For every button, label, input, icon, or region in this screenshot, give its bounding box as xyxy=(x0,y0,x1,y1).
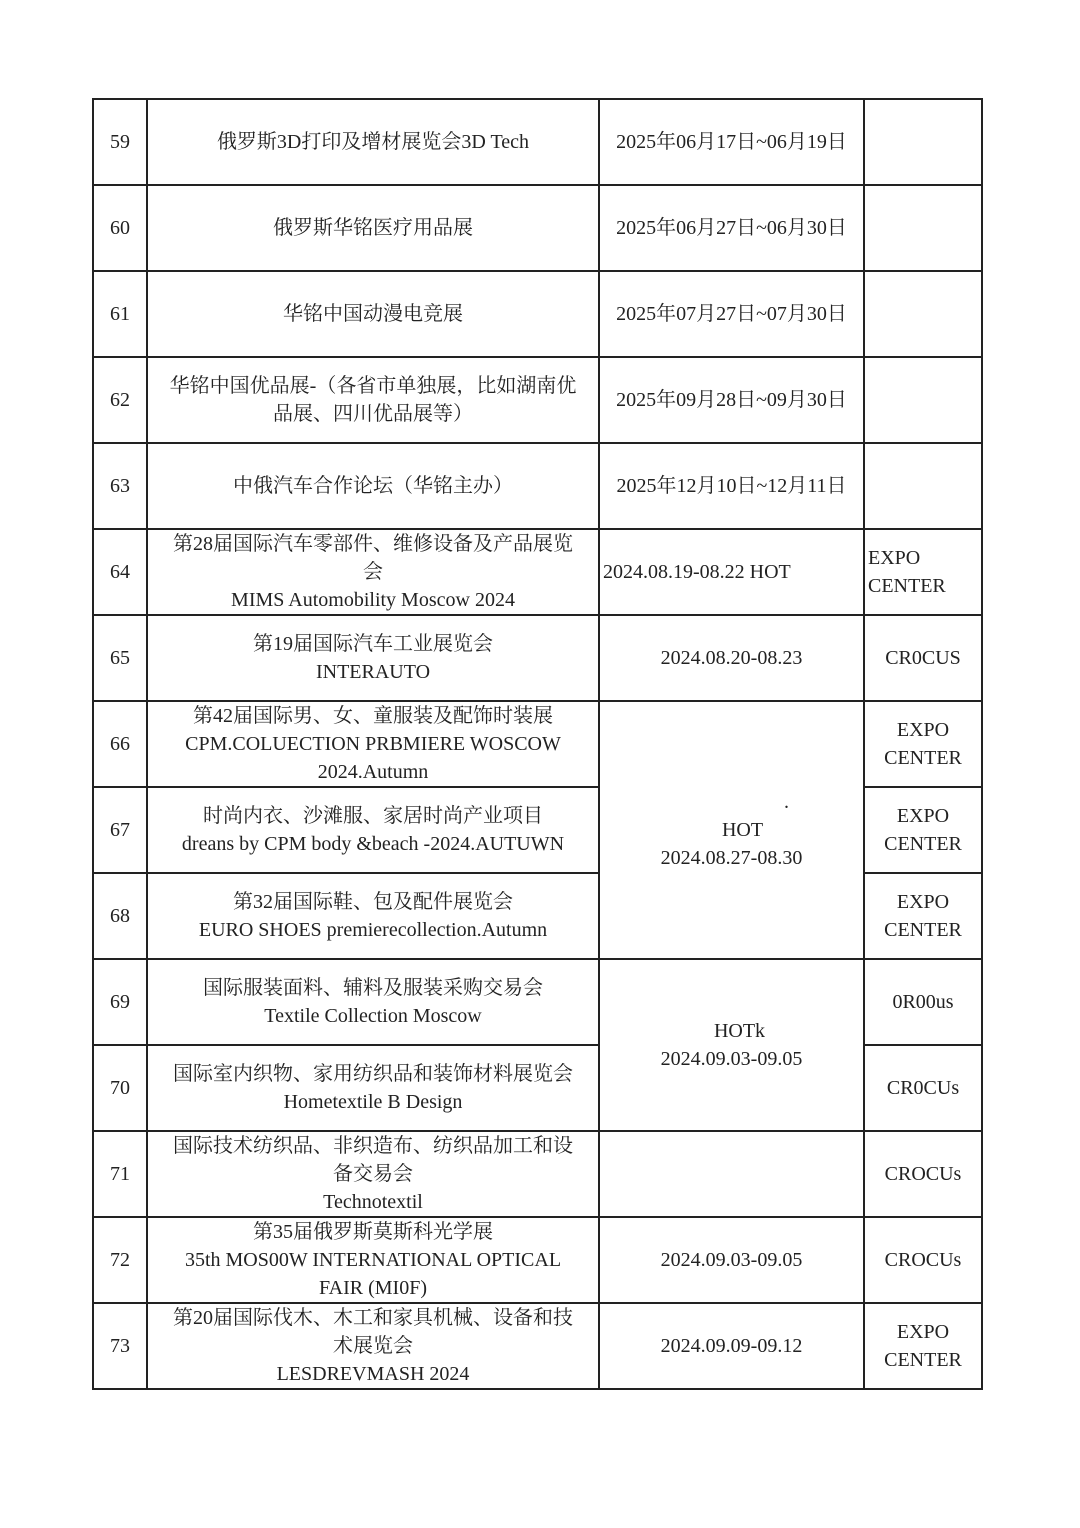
exhibition-name: 第20届国际伐木、木工和家具机械、设备和技 术展览会 LESDREVMASH 2024 xyxy=(147,1303,599,1389)
exhibition-name: 第42届国际男、女、童服装及配饰时装展 CPM.COLUECTION PRBMIERE WOSCOW 2024.Autumn xyxy=(147,701,599,787)
exhibition-venue xyxy=(864,271,982,357)
table-row xyxy=(93,99,982,185)
row-number: 70 xyxy=(93,1045,147,1131)
table-row xyxy=(93,443,982,529)
exhibition-venue: CR0CUs xyxy=(864,1045,982,1131)
exhibition-venue: EXPO CENTER xyxy=(864,787,982,873)
exhibition-name: 华铭中国动漫电竞展 xyxy=(147,271,599,357)
exhibition-date: 2025年07月27日~07月30日 xyxy=(599,271,864,357)
exhibition-name: 俄罗斯3D打印及增材展览会3D Tech xyxy=(147,99,599,185)
row-number: 64 xyxy=(93,529,147,615)
table-row xyxy=(93,1303,982,1389)
exhibition-venue xyxy=(864,99,982,185)
table-row xyxy=(93,529,982,615)
exhibition-venue xyxy=(864,443,982,529)
table-row xyxy=(93,615,982,701)
exhibition-venue: CROCUs xyxy=(864,1217,982,1303)
exhibition-name: 第28届国际汽车零部件、维修设备及产品展览 会 MIMS Automobility Moscow 2024 xyxy=(147,529,599,615)
exhibition-date: 2025年06月17日~06月19日 xyxy=(599,99,864,185)
row-number: 66 xyxy=(93,701,147,787)
exhibition-venue: EXPO CENTER xyxy=(864,701,982,787)
row-number: 69 xyxy=(93,959,147,1045)
exhibition-name: 国际服装面料、辅料及服装采购交易会 Textile Collection Moscow xyxy=(147,959,599,1045)
table-row xyxy=(93,185,982,271)
exhibition-table xyxy=(92,98,983,1390)
row-number: 68 xyxy=(93,873,147,959)
exhibition-venue: CR0CUS xyxy=(864,615,982,701)
exhibition-name: 华铭中国优品展-（各省市单独展，比如湖南优 品展、四川优品展等） xyxy=(147,357,599,443)
exhibition-name: 国际技术纺织品、非织造布、纺织品加工和设 备交易会 Technotextil xyxy=(147,1131,599,1217)
row-number: 73 xyxy=(93,1303,147,1389)
exhibition-venue: EXPO CENTER xyxy=(864,873,982,959)
exhibition-venue xyxy=(864,357,982,443)
exhibition-name: 第32届国际鞋、包及配件展览会 EURO SHOES premierecollection.Autumn xyxy=(147,873,599,959)
exhibition-venue: EXPO CENTER xyxy=(864,529,982,615)
row-number: 67 xyxy=(93,787,147,873)
table-row xyxy=(93,1131,982,1217)
exhibition-date: 2025年12月10日~12月11日 xyxy=(599,443,864,529)
row-number: 71 xyxy=(93,1131,147,1217)
row-number: 65 xyxy=(93,615,147,701)
exhibition-name: 中俄汽车合作论坛（华铭主办） xyxy=(147,443,599,529)
exhibition-date: . HOT 2024.08.27-08.30 xyxy=(599,701,864,959)
exhibition-date: 2024.09.03-09.05 xyxy=(599,1217,864,1303)
row-number: 59 xyxy=(93,99,147,185)
exhibition-name: 国际室内织物、家用纺织品和装饰材料展览会 Hometextile B Design xyxy=(147,1045,599,1131)
exhibition-name: 第35届俄罗斯莫斯科光学展 35th MOS00W INTERNATIONAL OPTICAL FAIR (MI0F) xyxy=(147,1217,599,1303)
exhibition-name: 第19届国际汽车工业展览会 INTERAUTO xyxy=(147,615,599,701)
exhibition-date: 2024.08.19-08.22 HOT xyxy=(599,529,864,615)
row-number: 63 xyxy=(93,443,147,529)
exhibition-date: 2025年09月28日~09月30日 xyxy=(599,357,864,443)
table-row xyxy=(93,1217,982,1303)
exhibition-name: 时尚内衣、沙滩服、家居时尚产业项目 dreans by CPM body &beach -2024.AUTUWN xyxy=(147,787,599,873)
table-row xyxy=(93,271,982,357)
exhibition-date: 2024.08.20-08.23 xyxy=(599,615,864,701)
exhibition-date: HOTk 2024.09.03-09.05 xyxy=(599,959,864,1131)
exhibition-venue: EXPO CENTER xyxy=(864,1303,982,1389)
exhibition-date: 2024.09.09-09.12 xyxy=(599,1303,864,1389)
table-row xyxy=(93,701,982,787)
row-number: 72 xyxy=(93,1217,147,1303)
exhibition-date: 2025年06月27日~06月30日 xyxy=(599,185,864,271)
row-number: 62 xyxy=(93,357,147,443)
table-row xyxy=(93,959,982,1045)
exhibition-venue xyxy=(864,185,982,271)
exhibition-venue: 0R00us xyxy=(864,959,982,1045)
exhibition-venue: CROCUs xyxy=(864,1131,982,1217)
exhibition-name: 俄罗斯华铭医疗用品展 xyxy=(147,185,599,271)
row-number: 61 xyxy=(93,271,147,357)
row-number: 60 xyxy=(93,185,147,271)
table-row xyxy=(93,357,982,443)
exhibition-date xyxy=(599,1131,864,1217)
